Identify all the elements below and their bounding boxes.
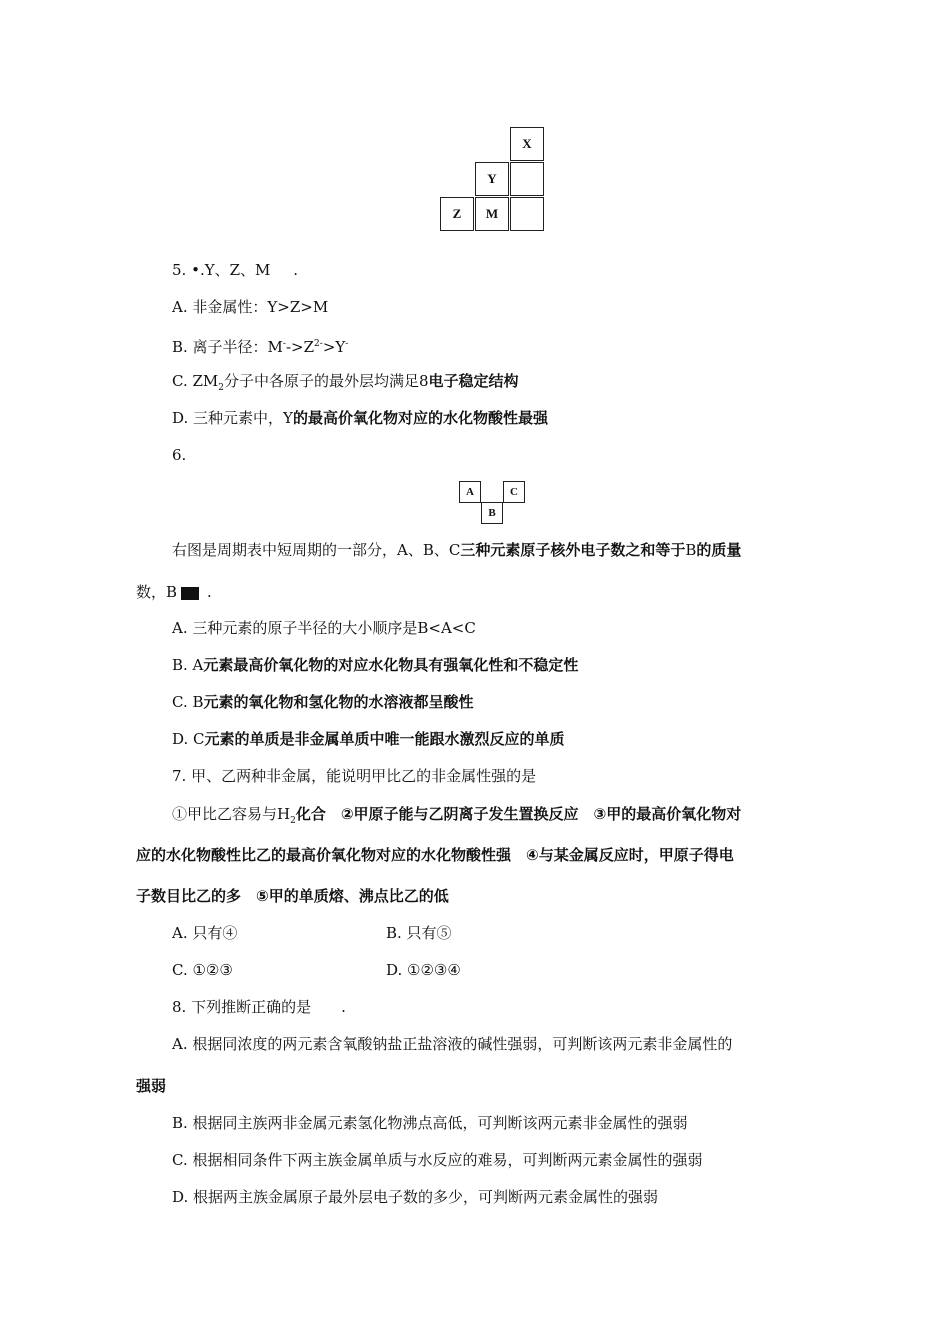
charge: - (282, 339, 286, 349)
option-text: B. A (172, 656, 204, 674)
grid-cell-empty (510, 162, 544, 196)
option-text-bold: 电子稳定结构 (428, 372, 519, 390)
q5-option-c (172, 371, 519, 398)
grid-cell-y: Y (475, 162, 509, 196)
option-text: 分子中各原子的最外层均满足8 (224, 372, 429, 390)
question-7-stem: 7. 甲、乙两种非金属，能说明甲比乙的非金属性强的是 (172, 767, 537, 785)
premise-text-bold: 化合 ②甲原子能与乙阴离子发生置换反应 ③甲的最高价氧化物对 (295, 805, 742, 823)
question-text-bold: 的质量 (696, 541, 742, 559)
grid-cell-x: X (510, 127, 544, 161)
question-8-stem (172, 997, 346, 1017)
q6-option-a: A. 三种元素的原子半径的大小顺序是B<A<C (172, 619, 476, 637)
q7-option-b: B. 只有⑤ (386, 924, 452, 942)
q5-option-a: A. 非金属性：Y>Z>M (172, 298, 329, 316)
question-text: •.Y、Z、M (191, 261, 271, 279)
option-text-bold: 的最高价氧化物对应的水化物酸性最强 (292, 409, 548, 427)
grid-cell-m: M (475, 197, 509, 231)
option-text-bold: 元素最高价氧化物的对应水化物具有强氧化性和不稳定性 (203, 656, 579, 674)
q6-stem-line2 (136, 582, 212, 602)
question-tail: . (207, 583, 212, 601)
q5-option-d (172, 408, 548, 428)
option-text: D. C (172, 730, 205, 748)
question-text: 8. 下列推断正确的是 (172, 998, 312, 1016)
q6-option-c (172, 692, 474, 712)
charge: 2- (314, 339, 323, 349)
subscript: 2 (218, 383, 224, 393)
q6-option-b (172, 655, 578, 675)
q6-stem-line1 (172, 540, 741, 560)
q7-option-c: C. ①②③ (172, 961, 233, 979)
premise-text: ①甲比乙容易与H (172, 805, 291, 823)
grid-cell-c: C (503, 481, 525, 503)
grid-cell-z: Z (440, 197, 474, 231)
option-text: ->Z (285, 338, 315, 356)
option-text-bold: 元素的氧化物和氢化物的水溶液都呈酸性 (203, 693, 474, 711)
q7-premise-line1 (172, 804, 741, 831)
q8-option-c: C. 根据相同条件下两主族金属单质与水反应的难易，可判断两元素金属性的强弱 (172, 1151, 703, 1169)
question-text: 数，B (136, 583, 178, 601)
question-6-number: 6. (172, 446, 187, 464)
subscript: 2 (290, 816, 296, 826)
option-text: >Y (322, 338, 346, 356)
question-tail: . (341, 998, 346, 1016)
option-text: D. 三种元素中，Y (172, 409, 293, 427)
option-text: C. ZM (172, 372, 219, 390)
q7-premise-line3: 子数目比乙的多 ⑤甲的单质熔、沸点比乙的低 (136, 887, 449, 905)
grid-cell-b: B (481, 502, 503, 524)
option-text: B. 离子半径：M (172, 338, 283, 356)
option-text: C. B (172, 693, 204, 711)
question-text: B (685, 541, 697, 559)
grid-cell-a: A (459, 481, 481, 503)
question-5-stem (172, 260, 298, 280)
option-text-bold: 元素的单质是非金属单质中唯一能跟水激烈反应的单质 (204, 730, 565, 748)
q8-option-d: D. 根据两主族金属原子最外层电子数的多少，可判断两元素金属性的强弱 (172, 1188, 659, 1206)
q7-option-d: D. ①②③④ (386, 961, 461, 979)
q8-option-a-line1: A. 根据同浓度的两元素含氧酸钠盐正盐溶液的碱性强弱，可判断该两元素非金属性的 (172, 1035, 733, 1053)
redaction-mark (181, 587, 199, 600)
q5-option-b (172, 334, 348, 357)
question-tail: . (293, 261, 298, 279)
question-text-bold: 三种元素原子核外电子数之和等于 (460, 541, 686, 559)
q6-option-d (172, 729, 565, 749)
grid-cell-empty (510, 197, 544, 231)
question-text: 右图是周期表中短周期的一部分，A、B、C (172, 541, 461, 559)
charge: - (345, 339, 349, 349)
q7-premise-line2: 应的水化物酸性比乙的最高价氧化物对应的水化物酸性强 ④与某金属反应时，甲原子得电 (136, 846, 734, 864)
q8-option-a-line2: 强弱 (136, 1077, 167, 1095)
q7-option-a: A. 只有④ (172, 924, 238, 942)
q8-option-b: B. 根据同主族两非金属元素氢化物沸点高低，可判断该两元素非金属性的强弱 (172, 1114, 688, 1132)
question-number: 5. (172, 261, 187, 279)
